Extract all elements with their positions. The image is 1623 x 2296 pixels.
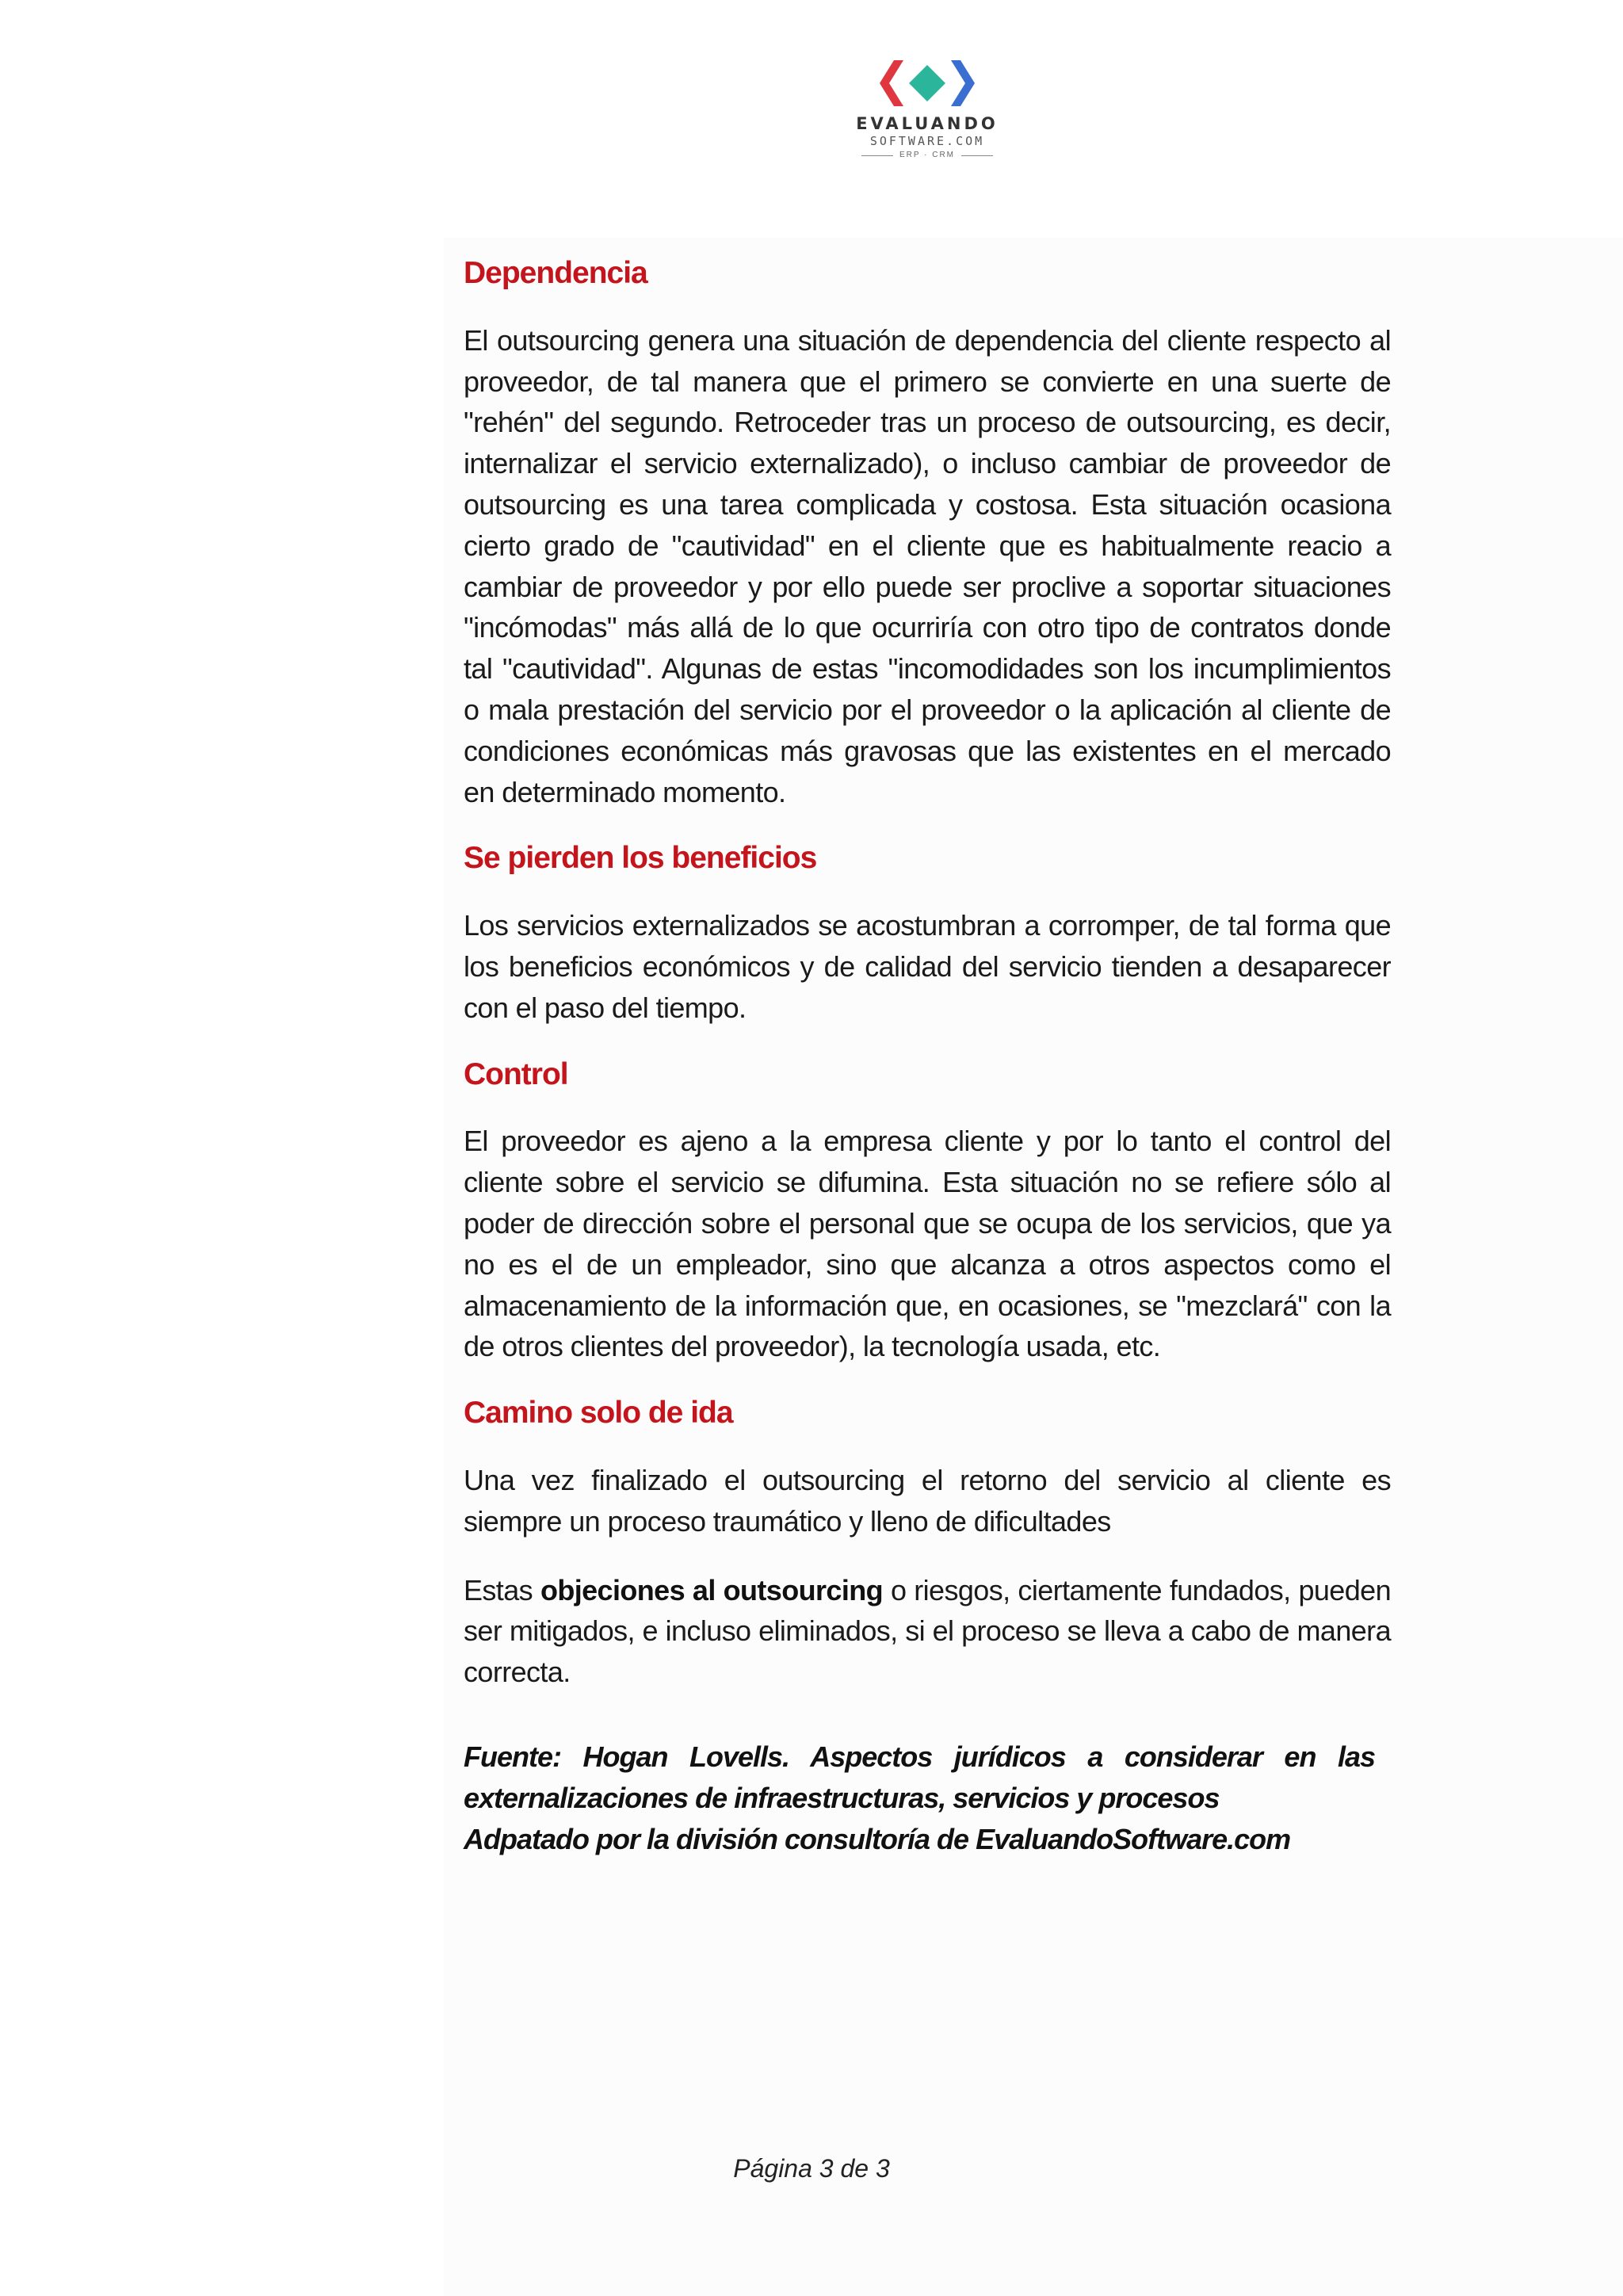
logo-rule-right [961,155,993,156]
section-dependencia [464,255,1391,812]
section-control [464,1056,1391,1368]
section-heading: Control [464,1056,568,1091]
section-paragraph: Los servicios externalizados se acostumbran a corromper, de tal forma que los beneficios económicos y de calidad del servicio tienden a desaparecer con el paso del tiempo. [464,909,1391,1024]
logo-chevrons-icon [864,55,991,111]
evaluando-software-logo [848,55,1006,159]
section-paragraph: El outsourcing genera una situación de dependencia del cliente respecto al proveedor, de tal manera que el primero se convierte en una suerte de "rehén" del segundo. Retroceder tras un proceso de outsourcing, es decir, internalizar el servicio externalizado), o incluso cambiar de proveedor de outsourcing es una tarea complicada y costosa. Esta situación ocasiona cierto grado de "cautividad" en el cliente que es habitualmente reacio a cambiar de proveedor y por ello puede ser proclive a soportar situaciones "incómodas" más allá de lo que ocurriría con otro tipo de contratos donde tal "cautividad". Algunas de estas "incomodidades son los incumplimientos o mala prestación del servicio por el proveedor o la aplicación al cliente de condiciones económicas más gravosas que las existentes en el mercado en determinado momento. [464,323,1391,808]
closing-paragraph [464,1570,1391,1693]
source-line-2: externalizaciones de infraestructuras, servicios y procesos [464,1781,1220,1814]
section-paragraph: Una vez finalizado el outsourcing el retorno del servicio al cliente es siempre un proceso traumático y lleno de dificultades [464,1463,1391,1538]
section-heading: Dependencia [464,256,647,290]
section-paragraph: El proveedor es ajeno a la empresa cliente y por lo tanto el control del cliente sobre el servicio se difumina. Esta situación no se refiere sólo al poder de dirección sobre el personal que se ocupa de los servicios, que ya no es el de un empleador, sino que alcanza a otros aspectos como el almacenamiento de la información que, en ocasiones, se "mezclará" con la de otros clientes del proveedor), la tecnología usada, etc. [464,1125,1391,1363]
section-se-pierden-los-beneficios [464,840,1391,1028]
source-citation [464,1736,1391,1859]
source-line-1: Fuente: Hogan Lovells. Aspectos jurídicos a considerar en las [464,1740,1375,1773]
section-camino-solo-de-ida [464,1395,1391,1541]
logo-tagline [848,151,1006,159]
page-number: Página 3 de 3 [733,2154,890,2183]
section-heading: Camino solo de ida [464,1396,733,1431]
logo-name: EVALUANDO [856,114,999,133]
logo-rule-left [861,155,893,156]
closing-suffix: o riesgos, ciertamente fundados, pueden ser mitigados, e incluso eliminados, si el proceso se lleva a cabo de manera correcta. [464,1573,1391,1689]
source-line-3: Adpatado por la división consultoría de EvaluandoSoftware.com [464,1822,1291,1855]
logo-domain: SOFTWARE.COM [869,134,985,148]
closing-strong: objeciones al outsourcing [540,1573,884,1606]
section-heading: Se pierden los beneficios [464,841,817,876]
closing-prefix: Estas [464,1573,540,1606]
document-body [464,255,1391,1859]
logo-tag-text: ERP · CRM [899,151,956,159]
